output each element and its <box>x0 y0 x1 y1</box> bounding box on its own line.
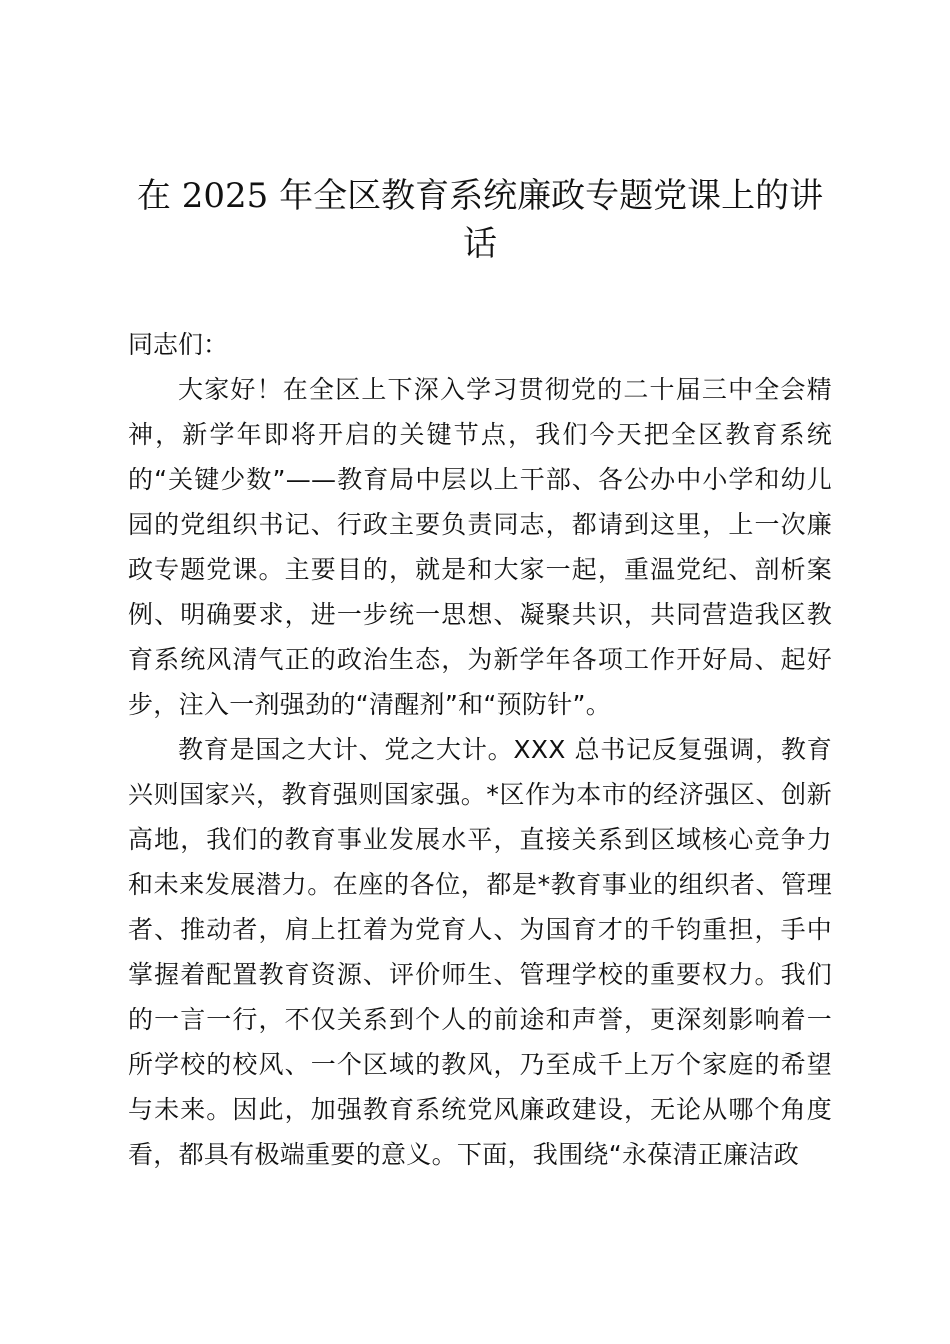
salutation: 同志们： <box>128 330 229 359</box>
document-body <box>128 322 832 1177</box>
paragraph-2: 教育是国之大计、党之大计。XXX 总书记反复强调，教育兴则国家兴，教育强则国家强。*区作为本市的经济强区、创新高地，我们的教育事业发展水平，直接关系到区域核心竞争力和未来发展潜力。在座的各位，都是*教育事业的组织者、管理者、推动者，肩上扛着为党育人、为国育才的千钧重担，手中掌握着配置教育资源、评价师生、管理学校的重要权力。我们的一言一行，不仅关系到个人的前途和声誉，更深刻影响着一所学校的校风、一个区域的教风，乃至成千上万个家庭的希望与未来。因此，加强教育系统党风廉政建设，无论从哪个角度看，都具有极端重要的意义。下面，我围绕“永葆清正廉洁政 <box>128 735 832 1169</box>
document-title: 在 2025 年全区教育系统廉政专题党课上的讲话 <box>136 176 824 264</box>
paragraph-1: 大家好！在全区上下深入学习贯彻党的二十届三中全会精神，新学年即将开启的关键节点，我们今天把全区教育系统的“关键少数”——教育局中层以上干部、各公办中小学和幼儿园的党组织书记、行政主要负责同志，都请到这里，上一次廉政专题党课。主要目的，就是和大家一起，重温党纪、剖析案例、明确要求，进一步统一思想、凝聚共识，共同营造我区教育系统风清气正的政治生态，为新学年各项工作开好局、起好步，注入一剂强劲的“清醒剂”和“预防针”。 <box>128 375 832 719</box>
